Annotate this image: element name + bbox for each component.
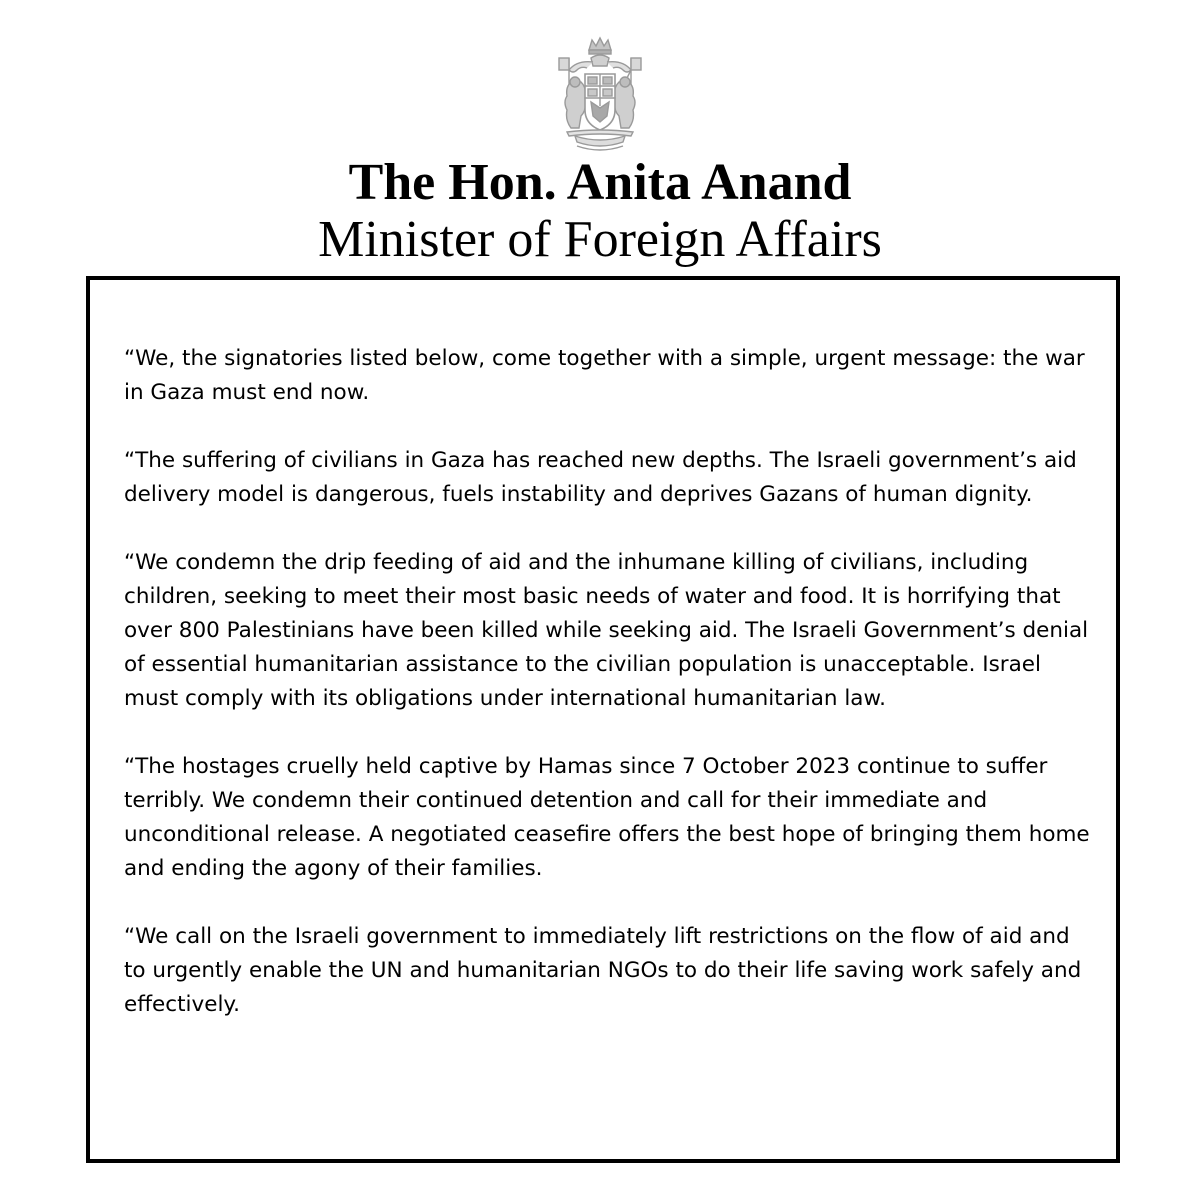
statement-paragraph: “We condemn the drip feeding of aid and the inhumane killing of civilians, including children, seeking to meet their most basic needs of water and food. It is horrifying that over 800 Palestinians have been killed while seeking aid. The Israeli Government’s denial of essential humanitarian assistance to the civilian population is unacceptable. Israel must comply with its obligations under international humanitarian law. — [124, 550, 1089, 711]
canada-coat-of-arms-icon — [547, 36, 653, 156]
statement-paragraph: “The hostages cruelly held captive by Hamas since 7 October 2023 continue to suffer terribly. We condemn their continued detention and call for their immediate and unconditional release. A negotiated ceasefire offers the best hope of bringing them home and ending the agony of their families. — [124, 754, 1090, 881]
statement-paragraph: “The suffering of civilians in Gaza has reached new depths. The Israeli government’s aid delivery model is dangerous, fuels instability and deprives Gazans of human dignity. — [124, 448, 1077, 507]
minister-name: The Hon. Anita Anand — [348, 154, 852, 211]
minister-title: Minister of Foreign Affairs — [318, 211, 882, 268]
statement-box — [86, 276, 1120, 1163]
statement-paragraph: “We call on the Israeli government to immediately lift restrictions on the flow of aid and to urgently enable the UN and humanitarian NGOs to do their life saving work safely and effectively. — [124, 924, 1082, 1017]
statement-paragraph: “We, the signatories listed below, come together with a simple, urgent message: the war in Gaza must end now. — [124, 346, 1085, 405]
statement-body — [124, 342, 1094, 1056]
